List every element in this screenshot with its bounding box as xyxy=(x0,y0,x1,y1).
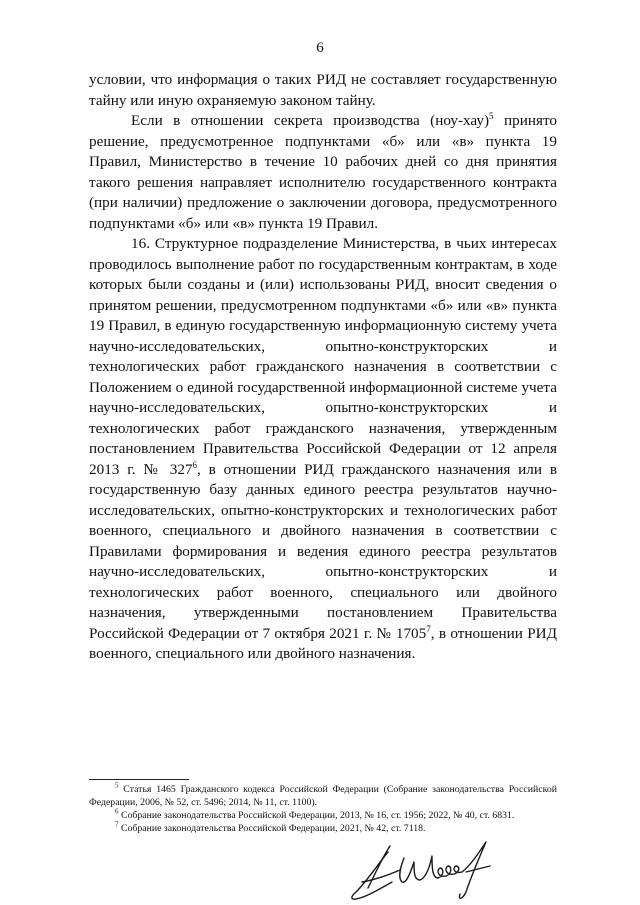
paragraph-2-text-start: Если в отношении секрета производства (ноу-хау) xyxy=(131,112,490,129)
footnote-mark-7: 7 xyxy=(115,820,119,829)
paragraph-3 xyxy=(89,234,557,665)
signature-stroke-3 xyxy=(362,870,400,882)
signature-stroke-4 xyxy=(400,856,438,882)
footnote-7 xyxy=(89,822,557,835)
footnote-6 xyxy=(89,809,557,822)
footnote-mark-6: 6 xyxy=(115,807,119,816)
footnote-mark-5: 5 xyxy=(115,781,119,790)
footnote-ref-6[interactable]: 6 xyxy=(192,459,198,470)
footnote-5-text: Статья 1465 Гражданского кодекса Российской Федерации (Собрание законодательства Российской Федерации, 2006, № 52, ст. 5496; 2014, № 11, ст. 1100). xyxy=(89,784,557,808)
page-number: 6 xyxy=(316,40,324,56)
paragraph-2-text-end: принято решение, предусмотренное подпунктами «б» или «в» пункта 19 Правил, Министерство в течение 10 рабочих дней со дня принятия такого решения направляет исполнителю государственного контракта (при наличии) предложение о заключении договора, предусмотренного подпунктами «б» или «в» пункта 19 Правил. xyxy=(89,112,557,232)
paragraph-2 xyxy=(89,111,557,234)
signature-stroke-7 xyxy=(466,866,490,872)
footnote-5 xyxy=(89,783,557,809)
paragraph-3-text-part-1: 16. Структурное подразделение Министерства, в чьих интересах проводилось выполнение работ по государственным контрактам, в ходе которых были созданы и (или) использованы РИД, вносит сведения о принятом решении, предусмотренном подпунктами «б» или «в» пункта 19 Правил, в единую государственную информационную систему учета научно-исследовательских, опытно-конструкторских и технологических работ гражданского назначения в соответствии с Положением о единой государственной информационной системе учета научно-исследовательских, опытно-конструкторских и технологических работ гражданского назначения, утвержденным постановлением Правительства Российской Федерации от 12 апреля 2013 г. № 327 xyxy=(89,235,557,478)
body-text xyxy=(89,70,557,665)
paragraph-3-text-part-3: , в отношении РИД военного, специального или двойного назначения. xyxy=(89,624,557,662)
handwritten-signature-icon xyxy=(348,836,508,902)
paragraph-3-text-part-2: , в отношении РИД гражданского назначения или в государственную базу данных единого реестра результатов научно-исследовательских, опытно-конструкторских и технологических работ военного, специального и двойного назначения в соответствии с Правилами формирования и ведения единого реестра результатов научно-исследовательских, опытно-конструкторских и технологических работ военного, специального или двойного назначения, утвержденными постановлением Правительства Российской Федерации от 7 октября 2021 г. № 1705 xyxy=(89,460,557,642)
footnote-separator xyxy=(89,779,189,780)
paragraph-1: условии, что информация о таких РИД не составляет государственную тайну или иную охраняемую законом тайну. xyxy=(89,71,557,109)
footnotes xyxy=(89,783,557,835)
footnote-ref-5[interactable]: 5 xyxy=(489,110,494,121)
signature-stroke-2 xyxy=(368,846,390,888)
footnote-7-text: Собрание законодательства Российской Федерации, 2021, № 42, ст. 7118. xyxy=(118,823,426,834)
footnote-6-text: Собрание законодательства Российской Федерации, 2013, № 16, ст. 1956; 2022, № 40, ст. 6831. xyxy=(118,810,515,821)
signature-stroke-5 xyxy=(438,866,462,878)
footnote-ref-7[interactable]: 7 xyxy=(426,623,431,634)
